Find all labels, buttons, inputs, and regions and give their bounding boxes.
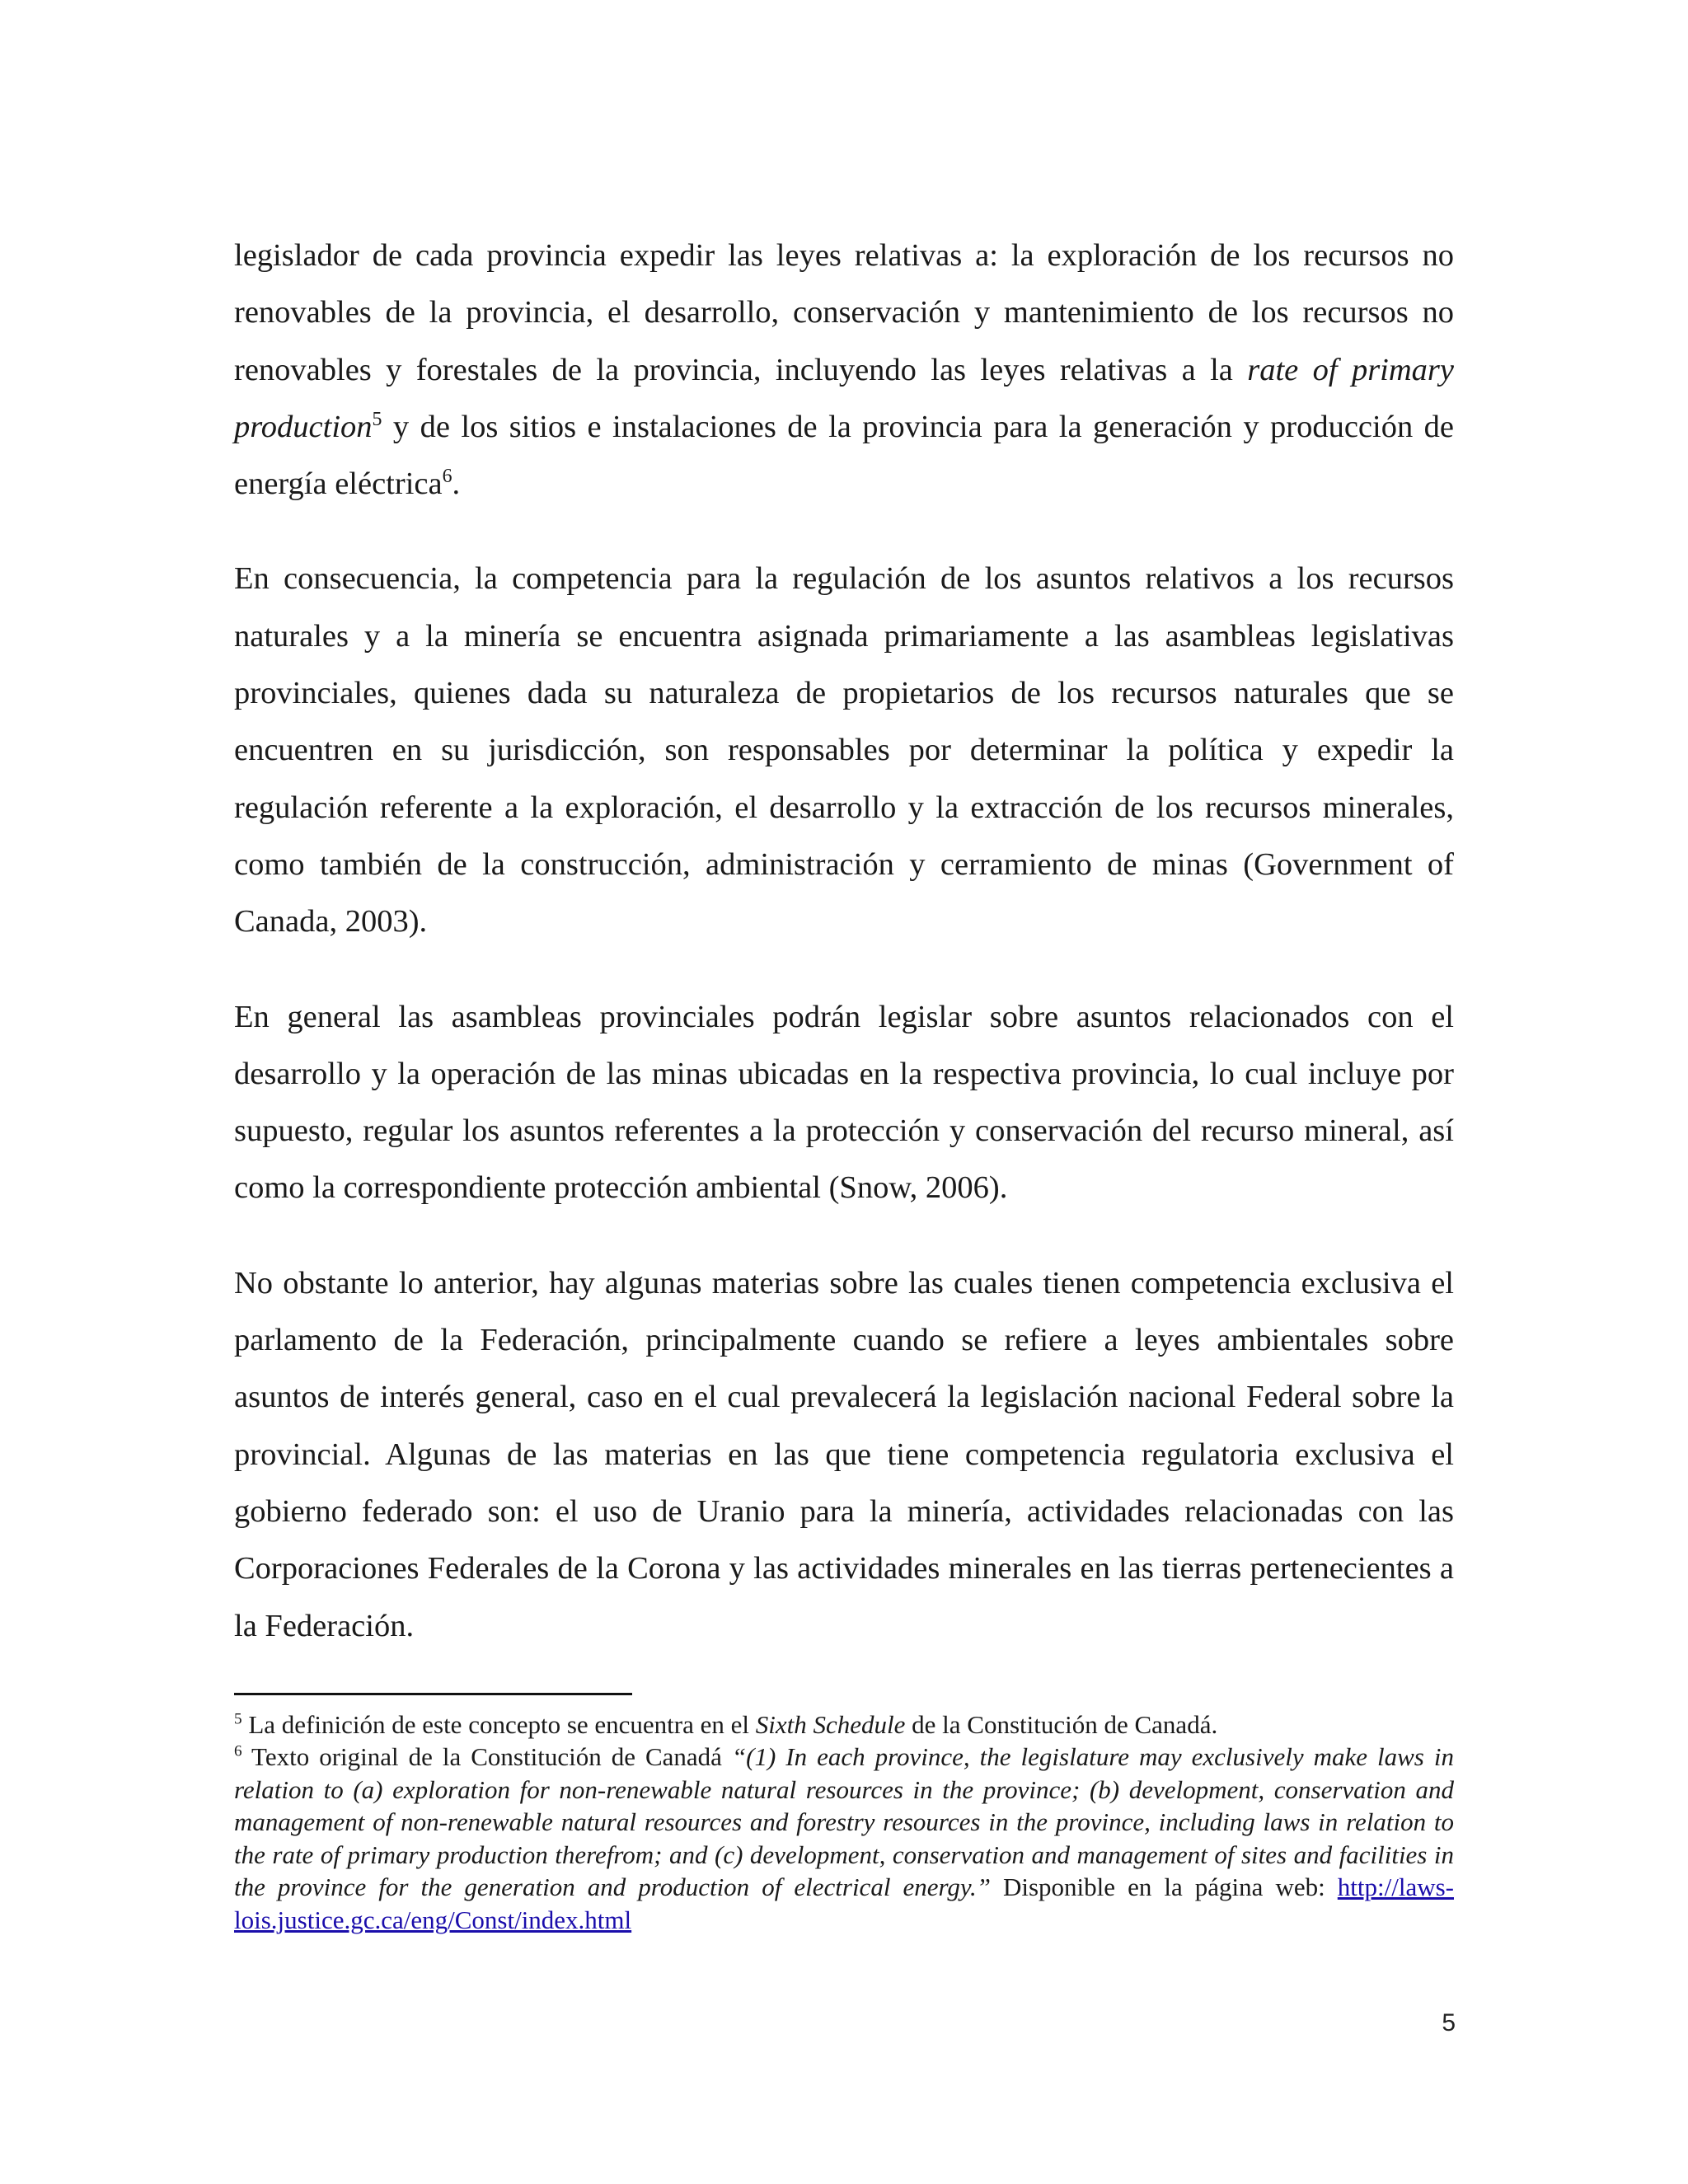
- footnote-6-text-a: Texto original de la Constitución de Canadá: [241, 1742, 732, 1772]
- footnote-5-text-a: La definición de este concepto se encuentra en el: [241, 1709, 756, 1739]
- footnote-5: [234, 1708, 1454, 1741]
- footnote-6: [234, 1741, 1454, 1936]
- paragraph-1-text-c: .: [452, 466, 461, 502]
- document-page: [234, 227, 1454, 1936]
- paragraph-1-text-a: legislador de cada provincia expedir las leyes relativas a: la exploración de los recursos no renovables de la provincia, el desarrollo, conservación y mantenimiento de los recursos no renovables y forestales de la provincia, incluyendo las leyes relativas a la: [234, 238, 1454, 387]
- paragraph-1: [234, 227, 1454, 513]
- paragraph-3: En general las asambleas provinciales podrán legislar sobre asuntos relacionados con el desarrollo y la operación de las minas ubicadas en la respectiva provincia, lo cual incluye por supuesto, regular los asuntos referentes a la protección y conservación del recurso mineral, así como la correspondiente protección ambiental (Snow, 2006).: [234, 999, 1454, 1206]
- footnote-6-quote: “(1) In each province, the legislature may exclusively make laws in relation to (a) exploration for non-renewable natural resources in the province; (b) development, conservation and management of non-renewable natural resources and forestry resources in the province, including laws in relation to the rate of primary production therefrom; and (c) development, conservation and management of sites and facilities in the province for the generation and production of electrical energy.”: [234, 1742, 1454, 1902]
- footnote-5-italic: Sixth Schedule: [755, 1709, 906, 1739]
- constitution-link[interactable]: http://laws-lois.justice.gc.ca/eng/Const/index.html: [234, 1872, 1454, 1934]
- page-number: 5: [1442, 2009, 1456, 2036]
- footnote-5-text-b: de la Constitución de Canadá.: [905, 1709, 1218, 1739]
- footnote-ref-6[interactable]: 6: [442, 466, 452, 488]
- footnote-6-marker: 6: [234, 1743, 242, 1760]
- term-rate-of-primary-production: rate of primary production: [234, 352, 1454, 444]
- footnote-5-marker: 5: [234, 1710, 242, 1728]
- paragraph-1-text-b: y de los sitios e instalaciones de la provincia para la generación y producción de energía eléctrica: [234, 409, 1454, 502]
- footnote-ref-5[interactable]: 5: [372, 409, 382, 431]
- footnote-separator: [234, 1693, 632, 1695]
- paragraph-4: No obstante lo anterior, hay algunas materias sobre las cuales tienen competencia exclusiva el parlamento de la Federación, principalmente cuando se refiere a leyes ambientales sobre asuntos de interés general, caso en el cual prevalecerá la legislación nacional Federal sobre la provincial. Algunas de las materias en las que tiene competencia regulatoria exclusiva el gobierno federado son: el uso de Uranio para la minería, actividades relacionadas con las Corporaciones Federales de la Corona y las actividades minerales en las tierras pertenecientes a la Federación.: [234, 1265, 1454, 1643]
- paragraph-2: En consecuencia, la competencia para la regulación de los asuntos relativos a los recursos naturales y a la minería se encuentra asignada primariamente a las asambleas legislativas provinciales, quienes dada su naturaleza de propietarios de los recursos naturales que se encuentren en su jurisdicción, son responsables por determinar la política y expedir la regulación referente a la exploración, el desarrollo y la extracción de los recursos minerales, como también de la construcción, administración y cerramiento de minas (Government of Canada, 2003).: [234, 561, 1454, 940]
- footnote-6-text-b: Disponible en la página web:: [990, 1872, 1338, 1902]
